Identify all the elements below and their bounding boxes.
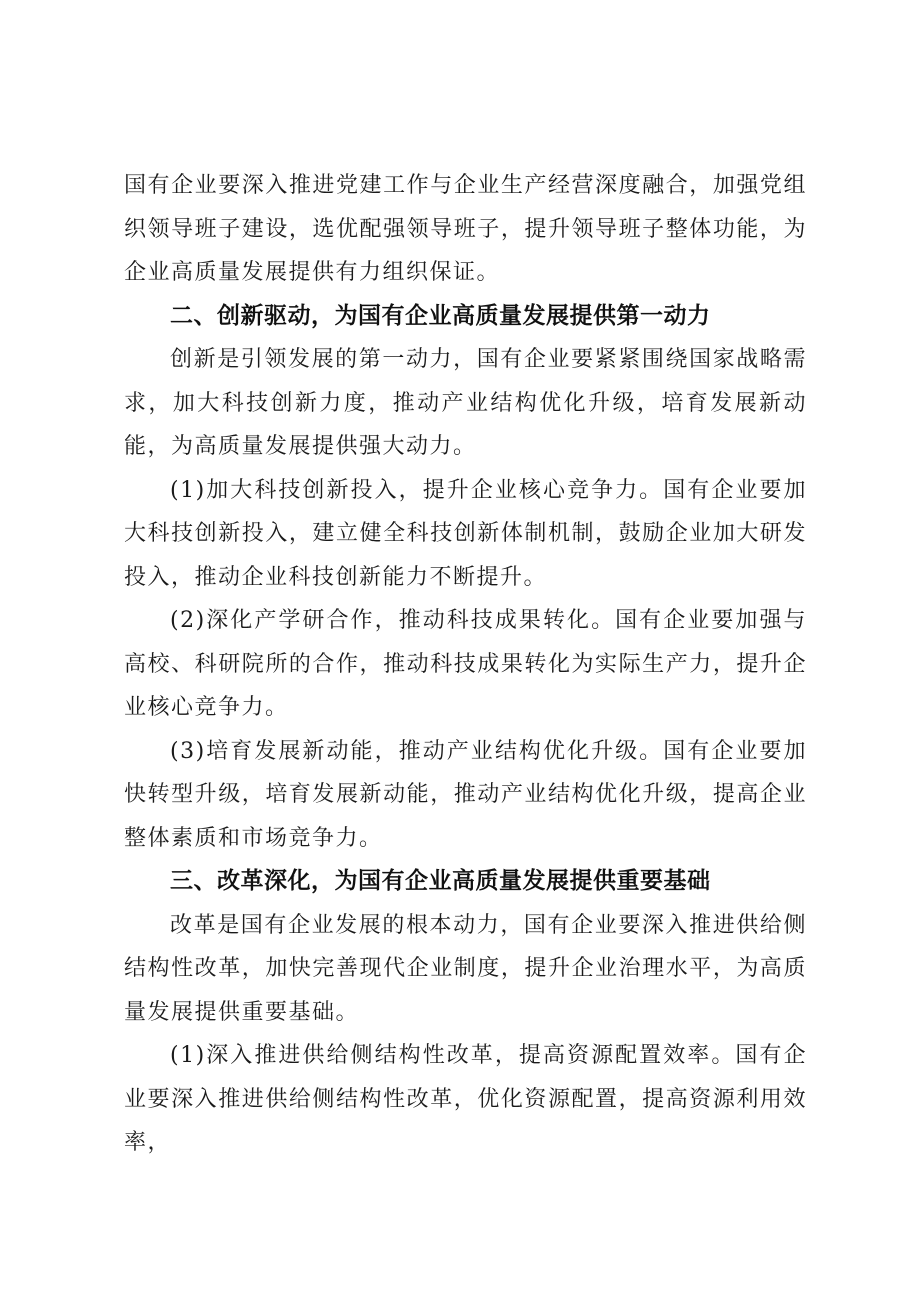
paragraph-innovation-item-1: (1)加大科技创新投入，提升企业核心竞争力。国有企业要加大科技创新投入，建立健全科技创新体制机制，鼓励企业加大研发投入，推动企业科技创新能力不断提升。 [124, 477, 807, 590]
section-heading-reform: 三、改革深化，为国有企业高质量发展提供重要基础 [170, 868, 711, 894]
document-body [124, 164, 807, 1165]
paragraph-innovation-intro: 创新是引领发展的第一动力，国有企业要紧紧围绕国家战略需求，加大科技创新力度，推动产业结构优化升级，培育发展新动能，为高质量发展提供强大动力。 [124, 347, 807, 459]
paragraph-innovation-item-3: (3)培育发展新动能，推动产业结构优化升级。国有企业要加快转型升级，培育发展新动能，推动产业结构优化升级，提高企业整体素质和市场竞争力。 [124, 738, 807, 851]
paragraph-reform-intro: 改革是国有企业发展的根本动力，国有企业要深入推进供给侧结构性改革，加快完善现代企业制度，提升企业治理水平，为高质量发展提供重要基础。 [124, 912, 807, 1025]
section-heading-innovation: 二、创新驱动，为国有企业高质量发展提供第一动力 [170, 302, 711, 329]
paragraph-reform-item-1: (1)深入推进供给侧结构性改革，提高资源配置效率。国有企业要深入推进供给侧结构性改革，优化资源配置，提高资源利用效率， [124, 1043, 807, 1155]
paragraph-innovation-item-2: (2)深化产学研合作，推动科技成果转化。国有企业要加强与高校、科研院所的合作，推动科技成果转化为实际生产力，提升企业核心竞争力。 [124, 608, 807, 720]
paragraph-continued: 国有企业要深入推进党建工作与企业生产经营深度融合，加强党组织领导班子建设，选优配强领导班子，提升领导班子整体功能，为企业高质量发展提供有力组织保证。 [124, 173, 807, 285]
